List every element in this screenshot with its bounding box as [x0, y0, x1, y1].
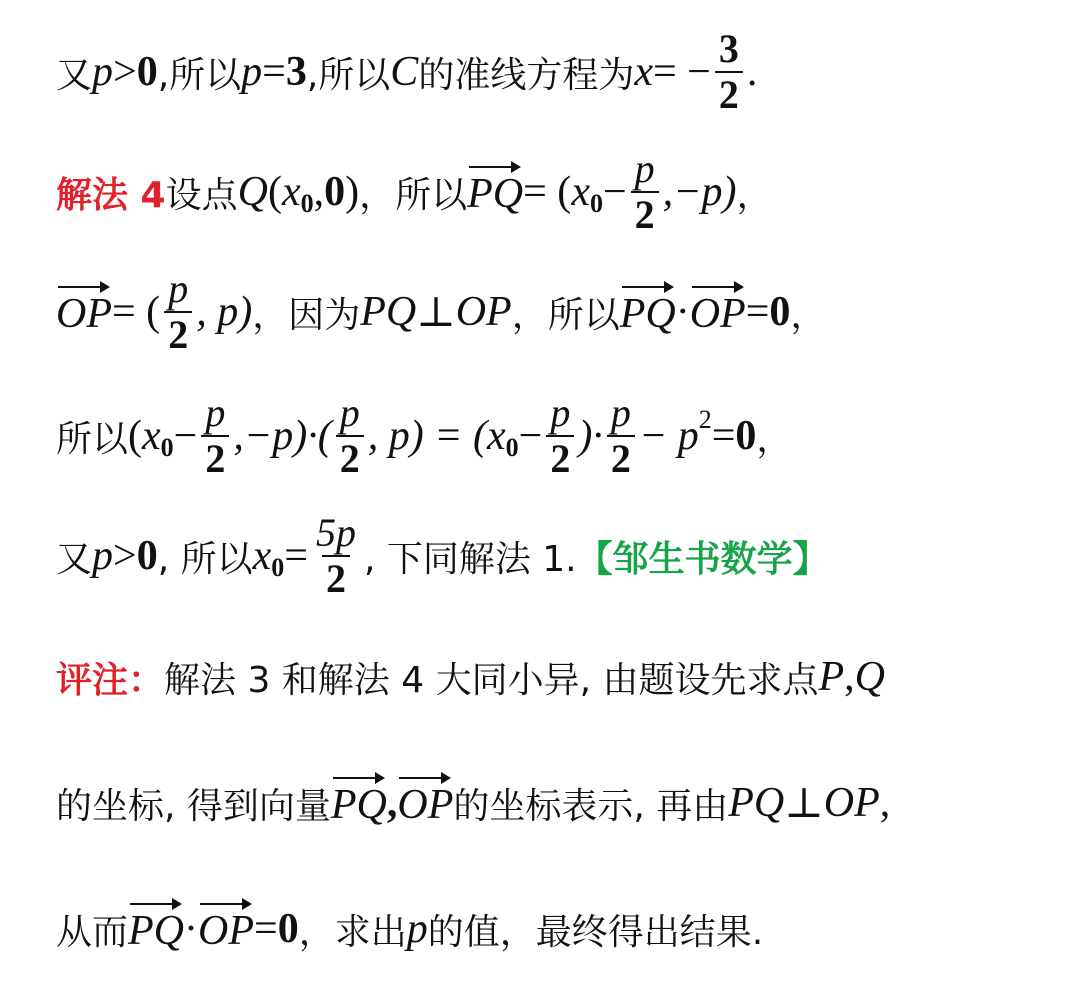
op: =: [284, 533, 308, 579]
numerator: p: [168, 266, 189, 311]
denominator: 2: [322, 555, 350, 601]
subscript: 0: [505, 433, 519, 462]
fraction: [631, 147, 659, 237]
subscript: 0: [271, 553, 285, 582]
denominator: 2: [546, 435, 574, 481]
expr: )·: [578, 413, 603, 459]
op: = (: [523, 169, 572, 215]
comma: ,: [844, 654, 855, 700]
var-x: x: [142, 413, 161, 459]
denominator: 2: [715, 71, 743, 117]
dot-product: ·: [184, 906, 199, 952]
var-x: x: [487, 413, 506, 459]
op: >: [113, 533, 137, 579]
var-x: x: [252, 533, 272, 579]
expr: , p) = (: [367, 413, 488, 459]
numerator: p: [205, 390, 226, 435]
comment-line-3: [56, 894, 1060, 964]
vector-PQ: PQ: [620, 286, 676, 338]
text: ，: [756, 418, 793, 460]
vector-PQ: PQ: [331, 777, 387, 829]
text: 所以: [56, 418, 129, 460]
op: −: [602, 169, 627, 215]
paren: (: [128, 413, 143, 459]
text: 的准线方程为: [418, 54, 635, 96]
fraction: [336, 391, 364, 481]
op: =: [262, 49, 286, 95]
op: = (: [112, 289, 161, 335]
text: 又: [56, 538, 93, 580]
op: −: [173, 413, 198, 459]
op: =: [254, 906, 278, 952]
op: =: [711, 413, 736, 459]
var-C: C: [390, 49, 419, 95]
numerator: p: [610, 390, 631, 435]
expr: − p: [638, 413, 699, 459]
fraction: [546, 391, 574, 481]
segment-OP: OP: [823, 780, 880, 826]
text: ，所以: [511, 294, 620, 336]
num: 0: [735, 413, 757, 459]
vector-PQ: PQ: [128, 903, 184, 955]
segment-PQ: PQ: [360, 289, 417, 335]
denominator: 2: [201, 435, 229, 481]
solution-line-3: [56, 262, 1060, 362]
var-p: p: [406, 906, 428, 952]
op: −: [518, 413, 543, 459]
comment-label: 评注：: [56, 659, 165, 701]
fraction: [715, 27, 743, 117]
segment-OP: OP: [455, 289, 512, 335]
numerator: p: [550, 390, 571, 435]
expr: ,−p)·(: [233, 413, 332, 459]
var-x: x: [281, 169, 301, 215]
fraction: [607, 391, 635, 481]
period: .: [746, 49, 758, 95]
perp-symbol: ⊥: [416, 290, 456, 336]
brand-watermark: 【邹生书数学】: [576, 538, 829, 580]
vector-OP: OP: [198, 903, 254, 955]
fraction: [164, 267, 192, 357]
dot-product: ·: [675, 289, 690, 335]
expr: , p): [196, 289, 253, 335]
fraction: [312, 511, 360, 601]
text: , 所以: [157, 538, 253, 580]
text: ，: [736, 174, 773, 216]
text: ,所以: [157, 54, 242, 96]
text: ，: [790, 294, 827, 336]
denominator: 2: [164, 311, 192, 357]
denominator: 2: [607, 435, 635, 481]
op: >: [113, 49, 137, 95]
perp-symbol: ⊥: [784, 781, 824, 827]
text: 又: [56, 54, 93, 96]
var-P: P: [818, 654, 845, 700]
comment-line-2: [56, 768, 1060, 838]
numerator: p: [339, 390, 360, 435]
comma: ,: [879, 780, 891, 826]
var-Q: Q: [237, 169, 268, 215]
vector-OP: OP: [56, 286, 112, 338]
expr: ,−p): [662, 169, 737, 215]
vector-OP: OP: [397, 777, 453, 829]
fraction: [201, 391, 229, 481]
text: 的值，最终得出结果.: [427, 911, 764, 953]
var-p: p: [92, 533, 114, 579]
denominator: 2: [336, 435, 364, 481]
op: = −: [652, 49, 711, 95]
subscript: 0: [300, 189, 314, 218]
text: ,所以: [306, 54, 391, 96]
text: 的坐标表示, 再由: [453, 785, 729, 827]
var-p: p: [241, 49, 263, 95]
text: 解法 3 和解法 4 大同小异, 由题设先求点: [164, 659, 819, 701]
comma: ,: [386, 780, 398, 826]
superscript: 2: [698, 405, 712, 434]
num: 0: [769, 289, 791, 335]
num: 0: [277, 906, 299, 952]
solution-line-4: [56, 386, 1060, 486]
vector-PQ: PQ: [467, 166, 523, 218]
text: ，求出: [298, 911, 407, 953]
num: 0: [324, 169, 346, 215]
text: ，所以: [359, 174, 468, 216]
vector-OP: OP: [690, 286, 746, 338]
num: 0: [136, 533, 158, 579]
var-Q: Q: [854, 654, 885, 700]
numerator: 5p: [315, 510, 356, 555]
var-p: p: [92, 49, 114, 95]
var-x: x: [571, 169, 590, 215]
solution-line-2: [56, 142, 1060, 242]
comma: ,: [313, 169, 325, 215]
solution-line-1: [56, 22, 1060, 122]
text: , 下同解法 1.: [363, 538, 577, 580]
var-x: x: [634, 49, 653, 95]
text: ，因为: [252, 294, 361, 336]
text: 设点: [165, 174, 238, 216]
numerator: p: [634, 146, 655, 191]
numerator: 3: [718, 26, 739, 71]
method-label: 解法 4: [56, 174, 166, 216]
text: 的坐标, 得到向量: [56, 785, 331, 827]
num: 0: [136, 49, 158, 95]
paren: (: [267, 169, 282, 215]
paren: ): [345, 169, 360, 215]
op: =: [745, 289, 770, 335]
subscript: 0: [160, 433, 174, 462]
comment-line-1: [56, 642, 1060, 712]
num: 3: [285, 49, 307, 95]
segment-PQ: PQ: [728, 780, 785, 826]
denominator: 2: [631, 191, 659, 237]
solution-line-5: [56, 506, 1060, 606]
subscript: 0: [589, 189, 603, 218]
text: 从而: [56, 911, 129, 953]
